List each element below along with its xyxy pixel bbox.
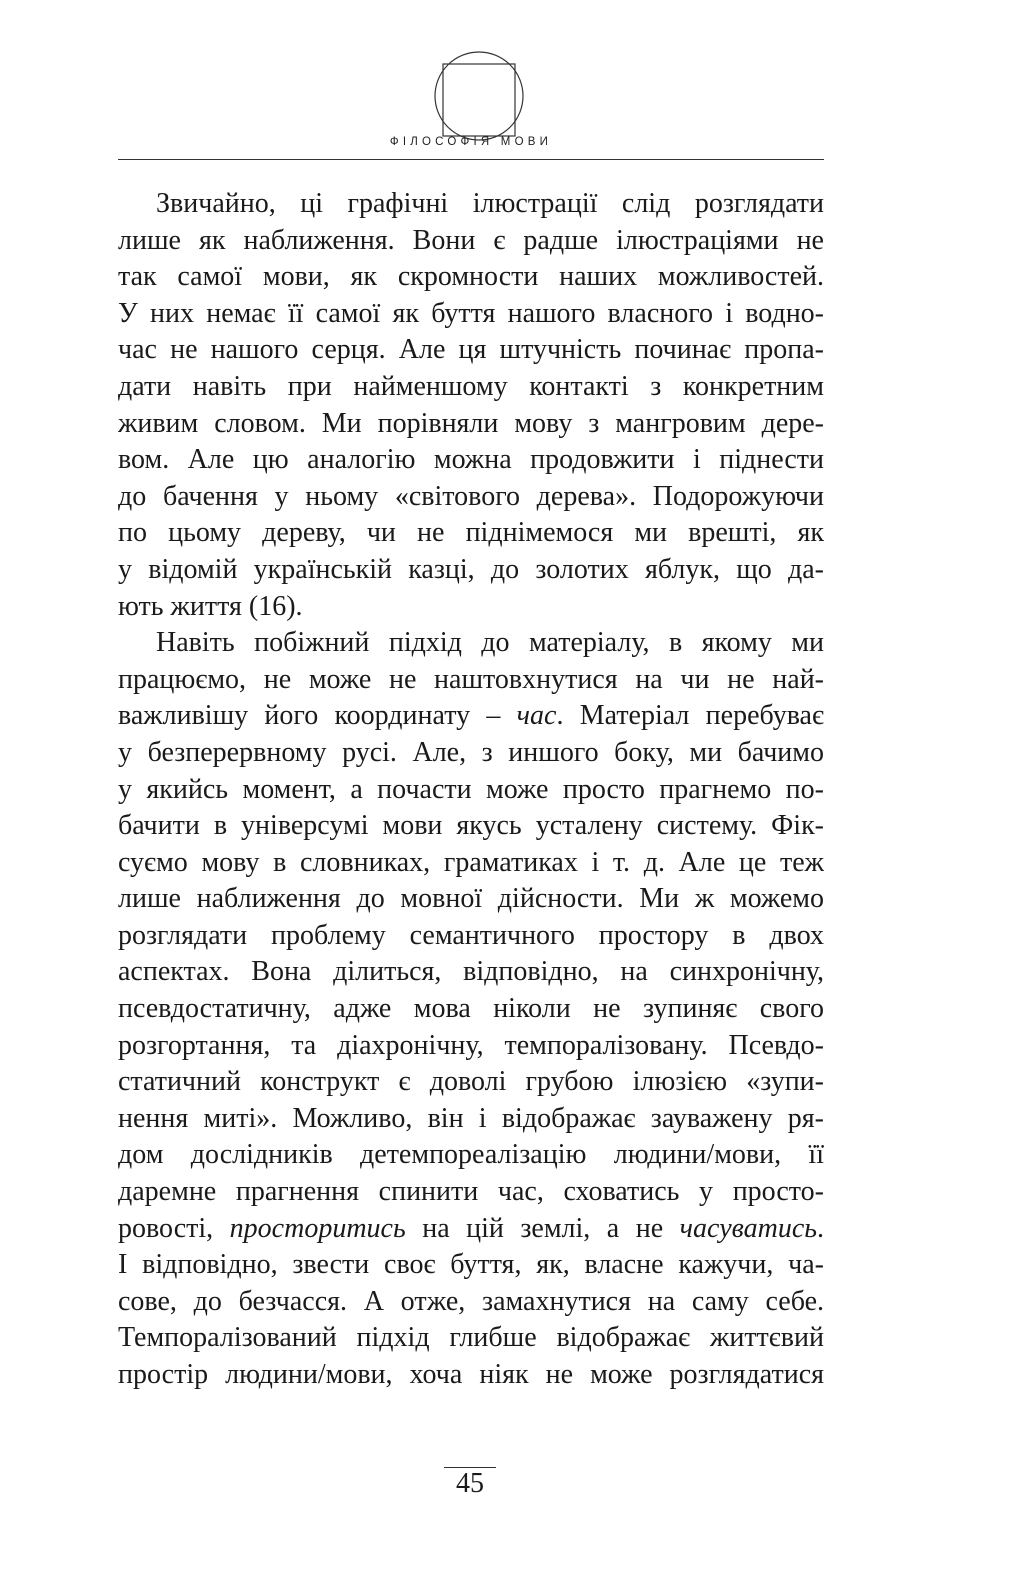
text-segment: . xyxy=(817,1212,824,1244)
text-line xyxy=(118,625,824,662)
text-segment: Звичайно, ці графічні ілюстрації слід розглядати xyxy=(156,188,824,219)
text-line xyxy=(118,186,824,223)
text-line xyxy=(118,1137,824,1174)
running-title: ФІЛОСОФІЯ МОВИ xyxy=(389,136,553,148)
text-line xyxy=(118,442,824,479)
text-segment: живим словом. Ми порівняли мову з мангровим дере- xyxy=(118,407,824,439)
text-segment: статичний конструкт є доволі грубою ілюзією «зупи- xyxy=(118,1066,824,1098)
text-segment: так самої мови, як скромности наших можливостей. xyxy=(118,261,824,293)
text-segment: дати навіть при найменшому контакті з конкретним xyxy=(118,370,824,402)
text-segment: у відомій українській казці, до золотих яблук, що да- xyxy=(118,553,824,585)
circle-square-emblem-icon xyxy=(433,50,525,142)
italic-term: просторитись xyxy=(229,1212,406,1244)
text-segment: даремне прагнення спинити час, сховатись у просто- xyxy=(118,1176,824,1208)
text-line xyxy=(118,552,824,589)
text-line xyxy=(118,991,824,1028)
text-segment: бачити в універсумі мови якусь усталену систему. Фік- xyxy=(118,810,824,842)
body-text xyxy=(118,186,824,1394)
text-segment: по цьому дереву, чи не піднімемося ми врешті, як xyxy=(118,517,824,549)
text-line xyxy=(118,1247,824,1284)
text-segment: лише як наближення. Вони є радше ілюстраціями не xyxy=(118,224,824,256)
text-segment: сове, до безчасся. А отже, замахнутися на саму себе. xyxy=(118,1285,824,1317)
text-line xyxy=(118,1028,824,1065)
text-segment: аспектах. Вона ділиться, відповідно, на синхронічну, xyxy=(118,956,824,988)
text-line xyxy=(118,808,824,845)
text-segment: вом. Але цю аналогію можна продовжити і піднести xyxy=(118,444,824,476)
text-line xyxy=(118,845,824,882)
text-segment: . Матеріал перебуває xyxy=(556,700,824,732)
text-segment: у безперервному русі. Але, з иншого боку, ми бачимо xyxy=(118,736,824,768)
text-line xyxy=(118,881,824,918)
text-line xyxy=(118,332,824,369)
text-line xyxy=(118,1211,824,1248)
text-segment: на цій землі, а не xyxy=(405,1212,680,1244)
text-segment: нення миті». Можливо, він і відображає зауважену ря- xyxy=(118,1102,824,1134)
text-segment: простір людини/мови, хоча ніяк не може розглядатися xyxy=(118,1359,824,1390)
text-line xyxy=(118,369,824,406)
text-segment: І відповідно, звести своє буття, як, власне кажучи, ча- xyxy=(118,1249,824,1281)
text-segment: дом дослідників детемпореалізацію людини/мови, її xyxy=(118,1139,824,1171)
text-line xyxy=(118,406,824,443)
text-line xyxy=(118,662,824,699)
text-segment: лише наближення до мовної дійсности. Ми ж можемо xyxy=(118,883,824,915)
italic-term: часуватись xyxy=(679,1212,817,1244)
text-segment: розглядати проблему семантичного простору в двох xyxy=(118,919,824,951)
text-segment: працюємо, не може не наштовхнутися на чи не най- xyxy=(118,663,824,695)
text-line xyxy=(118,954,824,991)
text-segment: час не нашого серця. Але ця штучність починає пропа- xyxy=(118,334,824,366)
text-segment: до бачення у ньому «світового дерева». Подорожуючи xyxy=(118,480,824,512)
text-segment: розгортання, та діахронічну, темпоралізовану. Псевдо- xyxy=(118,1029,824,1061)
text-line xyxy=(118,698,824,735)
text-line xyxy=(118,259,824,296)
text-segment: важливішу його координату – xyxy=(118,700,517,732)
text-line xyxy=(118,918,824,955)
text-line xyxy=(118,772,824,809)
text-segment: ють життя (16). xyxy=(118,590,303,622)
text-segment: псевдостатичну, адже мова ніколи не зупиняє свого xyxy=(118,993,824,1025)
text-line xyxy=(118,735,824,772)
text-line xyxy=(118,589,824,626)
text-line xyxy=(118,1284,824,1321)
text-segment: у якийсь момент, а почасти може просто прагнемо по- xyxy=(118,773,824,805)
text-segment: суємо мову в словниках, граматиках і т. д. Але це теж xyxy=(118,846,824,878)
text-line xyxy=(118,1320,824,1357)
text-segment: Темпоралізований підхід глибше відображає життєвий xyxy=(118,1322,824,1354)
italic-term: час xyxy=(516,700,557,732)
text-line xyxy=(118,1101,824,1138)
text-line xyxy=(118,1357,824,1394)
header-divider xyxy=(118,159,824,160)
text-line xyxy=(118,296,824,333)
text-line xyxy=(118,223,824,260)
text-segment: У них немає її самої як буття нашого власного і водно- xyxy=(118,297,824,329)
text-line xyxy=(118,1064,824,1101)
text-line xyxy=(118,1174,824,1211)
page-number: 45 xyxy=(456,1468,484,1499)
text-line xyxy=(118,515,824,552)
text-segment: Навіть побіжний підхід до матеріалу, в якому ми xyxy=(156,627,824,659)
text-line xyxy=(118,479,824,516)
text-segment: ровості, xyxy=(118,1212,230,1244)
